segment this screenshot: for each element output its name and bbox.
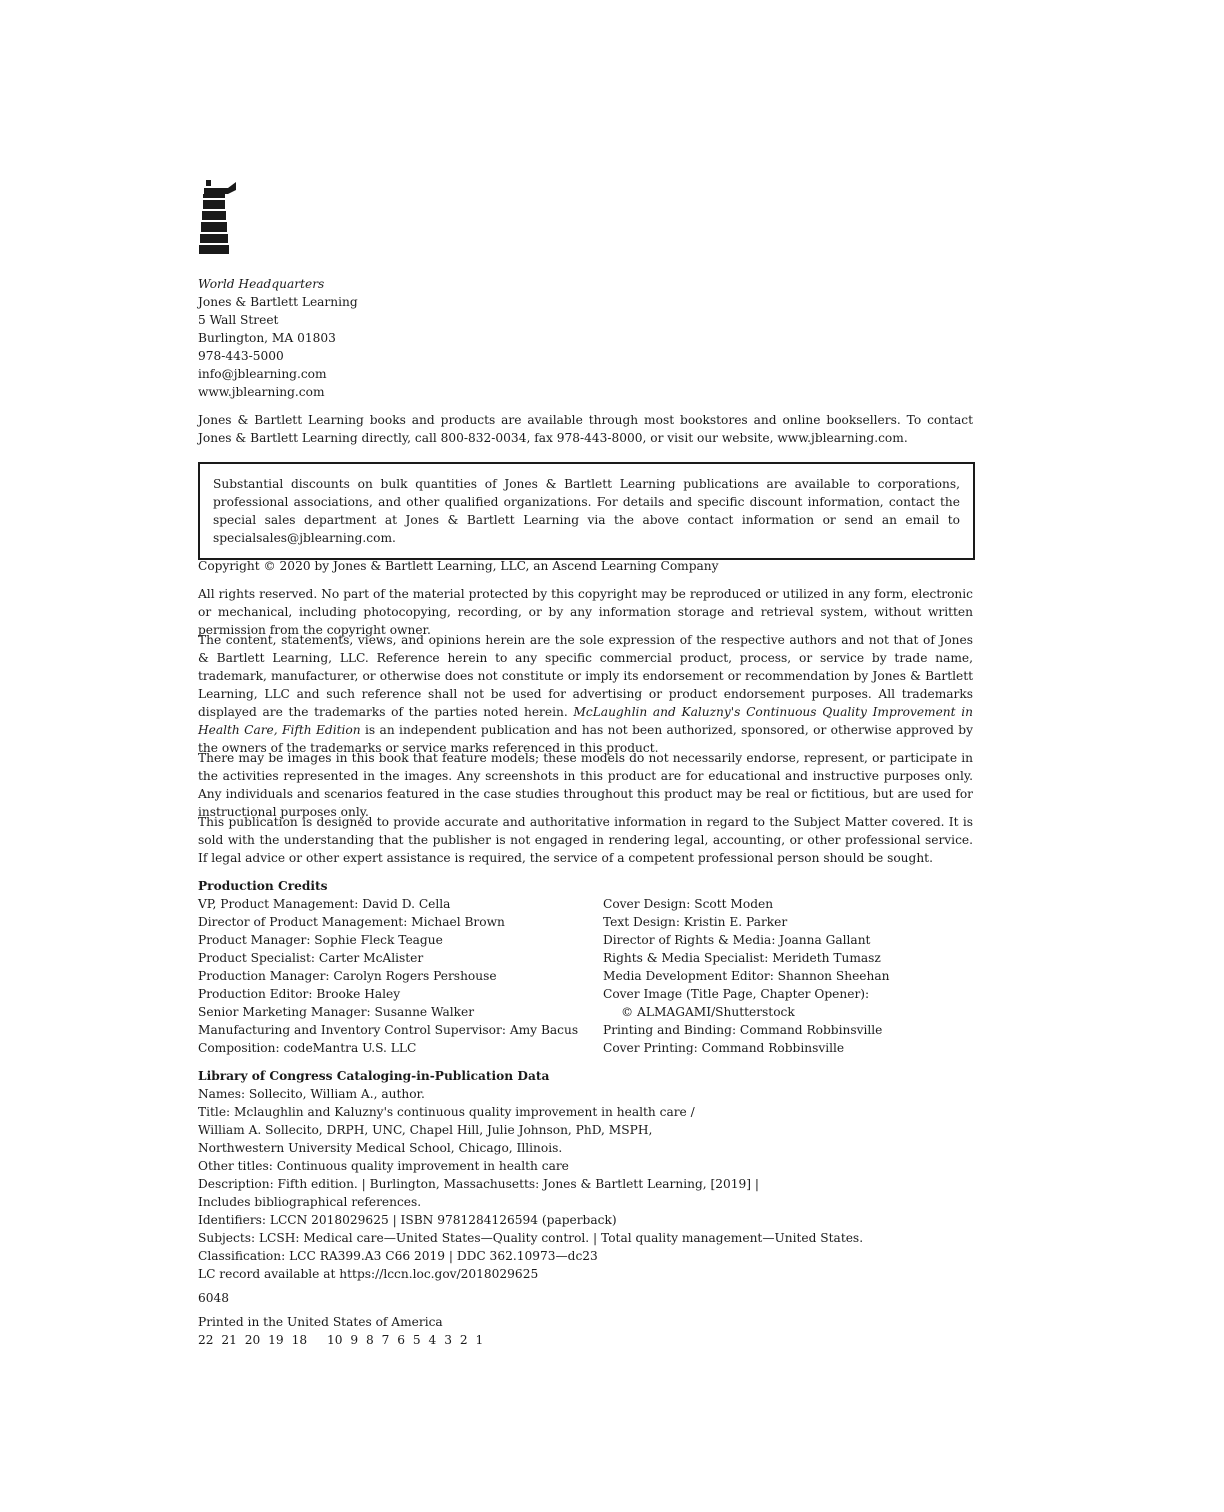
disclaimer-part2: is an independent publication and has not been authorized, sponsored, or otherwise approved by the owners of the trademarks or service marks referenced in this product. (198, 723, 973, 755)
loc-line: Names: Sollecito, William A., author. (198, 1087, 425, 1101)
publication-note-paragraph: This publication is designed to provide accurate and authoritative information in regard to the Subject Matter covered. It is sold with the understanding that the publisher is not engaged in rendering legal, accounting, or other professional service. If legal advice or other expert assistance is required, the service of a competent professional person should be sought. (198, 815, 973, 865)
credit-item: Director of Rights & Media: Joanna Gallant (603, 933, 871, 947)
print-run: 2 (459, 1333, 468, 1347)
credits-heading: Production Credits (198, 879, 328, 893)
credit-item: © ALMAGAMI/Shutterstock (621, 1005, 795, 1019)
credit-item: Cover Design: Scott Moden (603, 897, 774, 911)
loc-line: Other titles: Continuous quality improvement in health care (198, 1159, 569, 1173)
credit-item: Senior Marketing Manager: Susanne Walker (198, 1005, 475, 1019)
print-run: 9 (350, 1333, 359, 1347)
credits-right-column (603, 877, 973, 1057)
print-run: 10 (326, 1333, 343, 1347)
loc-line: LC record available at https://lccn.loc.gov/2018029625 (198, 1267, 539, 1281)
disclaimer-part1: The content, statements, views, and opinions herein are the sole expression of the respective authors and not that of Jones & Bartlett Learning, LLC. Reference herein to any specific commercial product, process, or service by trade name, trademark, manufacturer, or otherwise does not constitute or imply its endorsement or recommendation by Jones & Bartlett Learning, LLC and such reference shall not be used for advertising or product endorsement purposes. All trademarks displayed are the trademarks of the parties noted herein. (198, 633, 973, 719)
print-run: 4 (428, 1333, 437, 1347)
print-year: 19 (268, 1333, 284, 1347)
credit-item: Product Manager: Sophie Fleck Teague (198, 933, 443, 947)
credit-item: Cover Image (Title Page, Chapter Opener): (603, 987, 870, 1001)
job-number: 6048 (198, 1291, 230, 1305)
discount-box (198, 462, 975, 560)
credit-item: Cover Printing: Command Robbinsville (603, 1041, 845, 1055)
print-run: 1 (475, 1333, 484, 1347)
loc-line: Description: Fifth edition. | Burlington, Massachusetts: Jones & Bartlett Learning, [2019] | (198, 1177, 760, 1191)
printing-line (198, 1331, 973, 1349)
loc-line: Northwestern University Medical School, Chicago, Illinois. (198, 1141, 563, 1155)
loc-cataloging-data (198, 1067, 973, 1283)
credit-item: Director of Product Management: Michael Brown (198, 915, 505, 929)
lighthouse-logo-icon (198, 178, 238, 254)
credit-item: Production Editor: Brooke Haley (198, 987, 401, 1001)
hq-label: World Headquarters (198, 277, 325, 291)
headquarters-address (198, 275, 973, 401)
hq-phone: 978-443-5000 (198, 349, 284, 363)
hq-street: 5 Wall Street (198, 313, 279, 327)
loc-line: Title: Mclaughlin and Kaluzny's continuous quality improvement in health care / (198, 1105, 695, 1119)
images-note-paragraph: There may be images in this book that feature models; these models do not necessarily endorse, represent, or participate in the activities represented in the images. Any screenshots in this product are for educational and instructive purposes only. Any individuals and scenarios featured in the case studies throughout this product may be real or fictitious, but are used for instructional purposes only. (198, 751, 973, 819)
credit-item: Product Specialist: Carter McAlister (198, 951, 424, 965)
production-credits (198, 877, 973, 1057)
print-year: 21 (221, 1333, 237, 1347)
book-title: McLaughlin and Kaluzny's Continuous Quality Improvement in Health Care, Fifth Edition (198, 705, 973, 737)
print-year: 20 (244, 1333, 261, 1347)
credit-item: Production Manager: Carolyn Rogers Pershouse (198, 969, 497, 983)
print-run: 3 (444, 1333, 452, 1347)
loc-line: Identifiers: LCCN 2018029625 | ISBN 9781284126594 (paperback) (198, 1213, 617, 1227)
printing-info (198, 1313, 973, 1349)
print-run: 8 (365, 1333, 374, 1347)
discount-text: Substantial discounts on bulk quantities of Jones & Bartlett Learning publications are available to corporations, professional associations, and other qualified organizations. For details and specific discount information, contact the special sales department at Jones & Bartlett Learning via the above contact information or send an email to specialsales@jblearning.com. (213, 477, 960, 545)
credit-item: Rights & Media Specialist: Merideth Tumasz (603, 951, 881, 965)
credits-left-column (198, 877, 603, 1057)
copyright-line: Copyright © 2020 by Jones & Bartlett Learning, LLC, an Ascend Learning Company (198, 559, 719, 573)
loc-line: Includes bibliographical references. (198, 1195, 422, 1209)
hq-email: info@jblearning.com (198, 367, 327, 381)
printed-in: Printed in the United States of America (198, 1315, 443, 1329)
hq-company: Jones & Bartlett Learning (198, 295, 358, 309)
credit-item: VP, Product Management: David D. Cella (198, 897, 451, 911)
print-run: 5 (412, 1333, 421, 1347)
print-run: 7 (381, 1333, 390, 1347)
credit-item: Printing and Binding: Command Robbinsville (603, 1023, 883, 1037)
credit-item: Manufacturing and Inventory Control Supervisor: Amy Bacus (198, 1023, 579, 1037)
print-run: 6 (397, 1333, 406, 1347)
loc-line: William A. Sollecito, DRPH, UNC, Chapel Hill, Julie Johnson, PhD, MSPH, (198, 1123, 653, 1137)
credit-item: Text Design: Kristin E. Parker (603, 915, 788, 929)
hq-city: Burlington, MA 01803 (198, 331, 336, 345)
print-year: 22 (198, 1333, 214, 1347)
loc-heading: Library of Congress Cataloging-in-Publication Data (198, 1069, 550, 1083)
rights-paragraph: All rights reserved. No part of the material protected by this copyright may be reproduced or utilized in any form, electronic or mechanical, including photocopying, recording, or by any information storage and retrieval system, without written permission from the copyright owner. (198, 587, 973, 637)
credit-item: Media Development Editor: Shannon Sheehan (603, 969, 890, 983)
print-year: 18 (291, 1333, 308, 1347)
disclaimer-paragraph (198, 631, 973, 757)
availability-paragraph: Jones & Bartlett Learning books and products are available through most bookstores and online booksellers. To contact Jones & Bartlett Learning directly, call 800-832-0034, fax 978-443-8000, or visit our website, www.jblearning.com. (198, 413, 973, 445)
loc-line: Subjects: LCSH: Medical care—United States—Quality control. | Total quality management—United States. (198, 1231, 864, 1245)
loc-line: Classification: LCC RA399.A3 C66 2019 | DDC 362.10973—dc23 (198, 1249, 598, 1263)
hq-web: www.jblearning.com (198, 385, 325, 399)
credit-item: Composition: codeMantra U.S. LLC (198, 1041, 417, 1055)
